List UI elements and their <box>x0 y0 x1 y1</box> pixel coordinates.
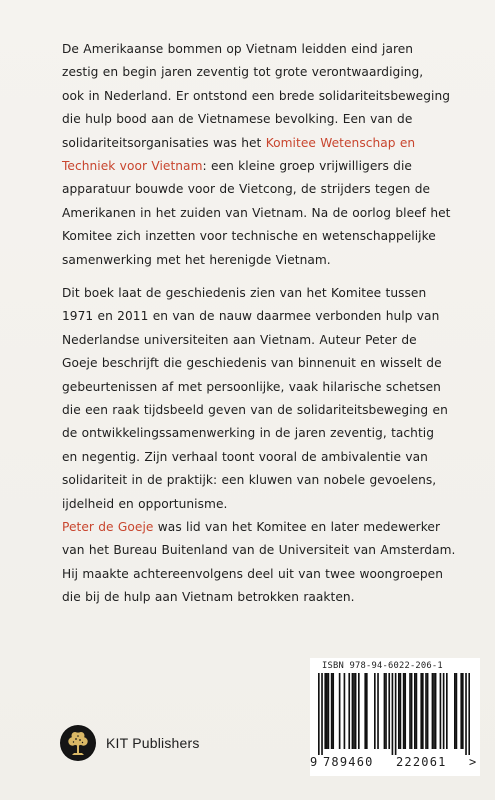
barcode-bar <box>358 673 360 749</box>
barcode-bar <box>427 673 429 749</box>
barcode-bar <box>400 673 402 749</box>
barcode-bar <box>324 673 326 749</box>
barcode-bar <box>326 673 328 749</box>
barcode-bar <box>446 673 448 749</box>
barcode-bar <box>465 673 467 755</box>
barcode-bar <box>420 673 422 749</box>
barcode-first-digit: 9 <box>310 755 319 769</box>
barcode-bar <box>456 673 458 749</box>
barcode-bar <box>422 673 424 749</box>
barcode-right-group: 222061 <box>396 755 447 769</box>
barcode-bar <box>435 673 437 749</box>
barcode-bar <box>385 673 387 749</box>
isbn-label: ISBN 978-94-6022-206-1 <box>322 661 443 671</box>
barcode-bar <box>409 673 411 749</box>
barcode-bar <box>440 673 442 749</box>
barcode-bar <box>364 673 366 749</box>
author-name-highlight: Peter de Goeje <box>62 520 154 534</box>
blurb-paragraph-1-intro: De Amerikaanse bommen op Vietnam leidden eind jaren zestig en begin jaren zeventig tot grote verontwaardiging, ook in Nederland. Er ontstond een brede solidariteitsbeweging die hulp bood aan de Vietnamese bevolking. Een van de solidariteitsorganisaties was het <box>62 42 450 150</box>
barcode-bar <box>416 673 418 749</box>
author-bio-text: was lid van het Komitee en later medewerker van het Bureau Buitenland van de Universiteit van Amsterdam. Hij maakte achtereenvolgens deel uit van twee woongroepen die bij de hulp aan Vietnam betrokken raakten. <box>62 520 456 605</box>
barcode-bar <box>403 673 405 749</box>
barcode-bar <box>328 673 330 749</box>
barcode-bar <box>414 673 416 749</box>
blurb-paragraph-1 <box>62 38 478 272</box>
committee-name-highlight: Komitee Wetenschap en Techniek voor Vietnam <box>62 135 416 174</box>
barcode-bar <box>425 673 427 749</box>
barcode-bar <box>332 673 334 749</box>
barcode-bar <box>411 673 413 749</box>
barcode-bar <box>339 673 341 749</box>
tree-logo-icon <box>60 725 96 761</box>
barcode-bar <box>348 673 350 749</box>
barcode-bar <box>377 673 379 749</box>
publisher-name: KIT Publishers <box>106 735 200 751</box>
barcode-bar <box>366 673 368 749</box>
author-bio-paragraph <box>62 516 478 610</box>
barcode-bar <box>404 673 406 749</box>
barcode-bar <box>331 673 333 749</box>
barcode-bar <box>344 673 346 749</box>
barcode-bar <box>374 673 376 749</box>
barcode-bar <box>398 673 400 749</box>
barcode-bar <box>433 673 435 749</box>
barcode-bar <box>462 673 464 749</box>
barcode-bar <box>355 673 357 749</box>
blurb-paragraph-2: Dit boek laat de geschiedenis zien van het Komitee tussen 1971 en 2011 en van de nauw daarmee verbonden hulp van Nederlandse universiteiten aan Vietnam. Auteur Peter de Goeje beschrijft die geschiedenis van binnenuit en wisselt de gebeurtenissen af met persoonlijke, vaak hilarische schetsen die een raak tijdsbeeld geven van de solidariteitsbeweging en de ontwikkelingssamenwerking in de jaren zeventig, tachtig en negentig. Zijn verhaal toont vooral de ambivalentie van solidariteit in de praktijk: een kluwen van nobele gevoelens, ijdelheid en opportunisme. <box>62 286 448 511</box>
isbn-barcode <box>310 658 480 776</box>
barcode-bar <box>395 673 397 755</box>
barcode-bar <box>352 673 354 749</box>
barcode-bar <box>353 673 355 749</box>
barcode-bar <box>443 673 445 749</box>
barcode-bar <box>321 673 323 755</box>
barcode-arrow: > <box>469 755 478 769</box>
barcode-bar <box>384 673 386 749</box>
barcode-bar <box>460 673 462 749</box>
blurb-paragraph-1-rest: : een kleine groep vrijwilligers die apparatuur bouwde voor de Vietcong, de strijders tegen de Amerikanen in het zuiden van Vietnam. Na de oorlog bleef het Komitee zich inzetten voor technische en wetenschappelijke samenwerking met het herenigde Vietnam. <box>62 159 451 267</box>
barcode-bar <box>432 673 434 749</box>
barcode-bar <box>392 673 394 755</box>
barcode-bar <box>468 673 470 755</box>
barcode-bar <box>318 673 320 755</box>
barcode-bar <box>388 673 390 749</box>
publisher-imprint <box>60 720 200 766</box>
barcode-left-group: 789460 <box>323 755 374 769</box>
barcode-bars <box>318 673 470 755</box>
barcode-bar <box>454 673 456 749</box>
